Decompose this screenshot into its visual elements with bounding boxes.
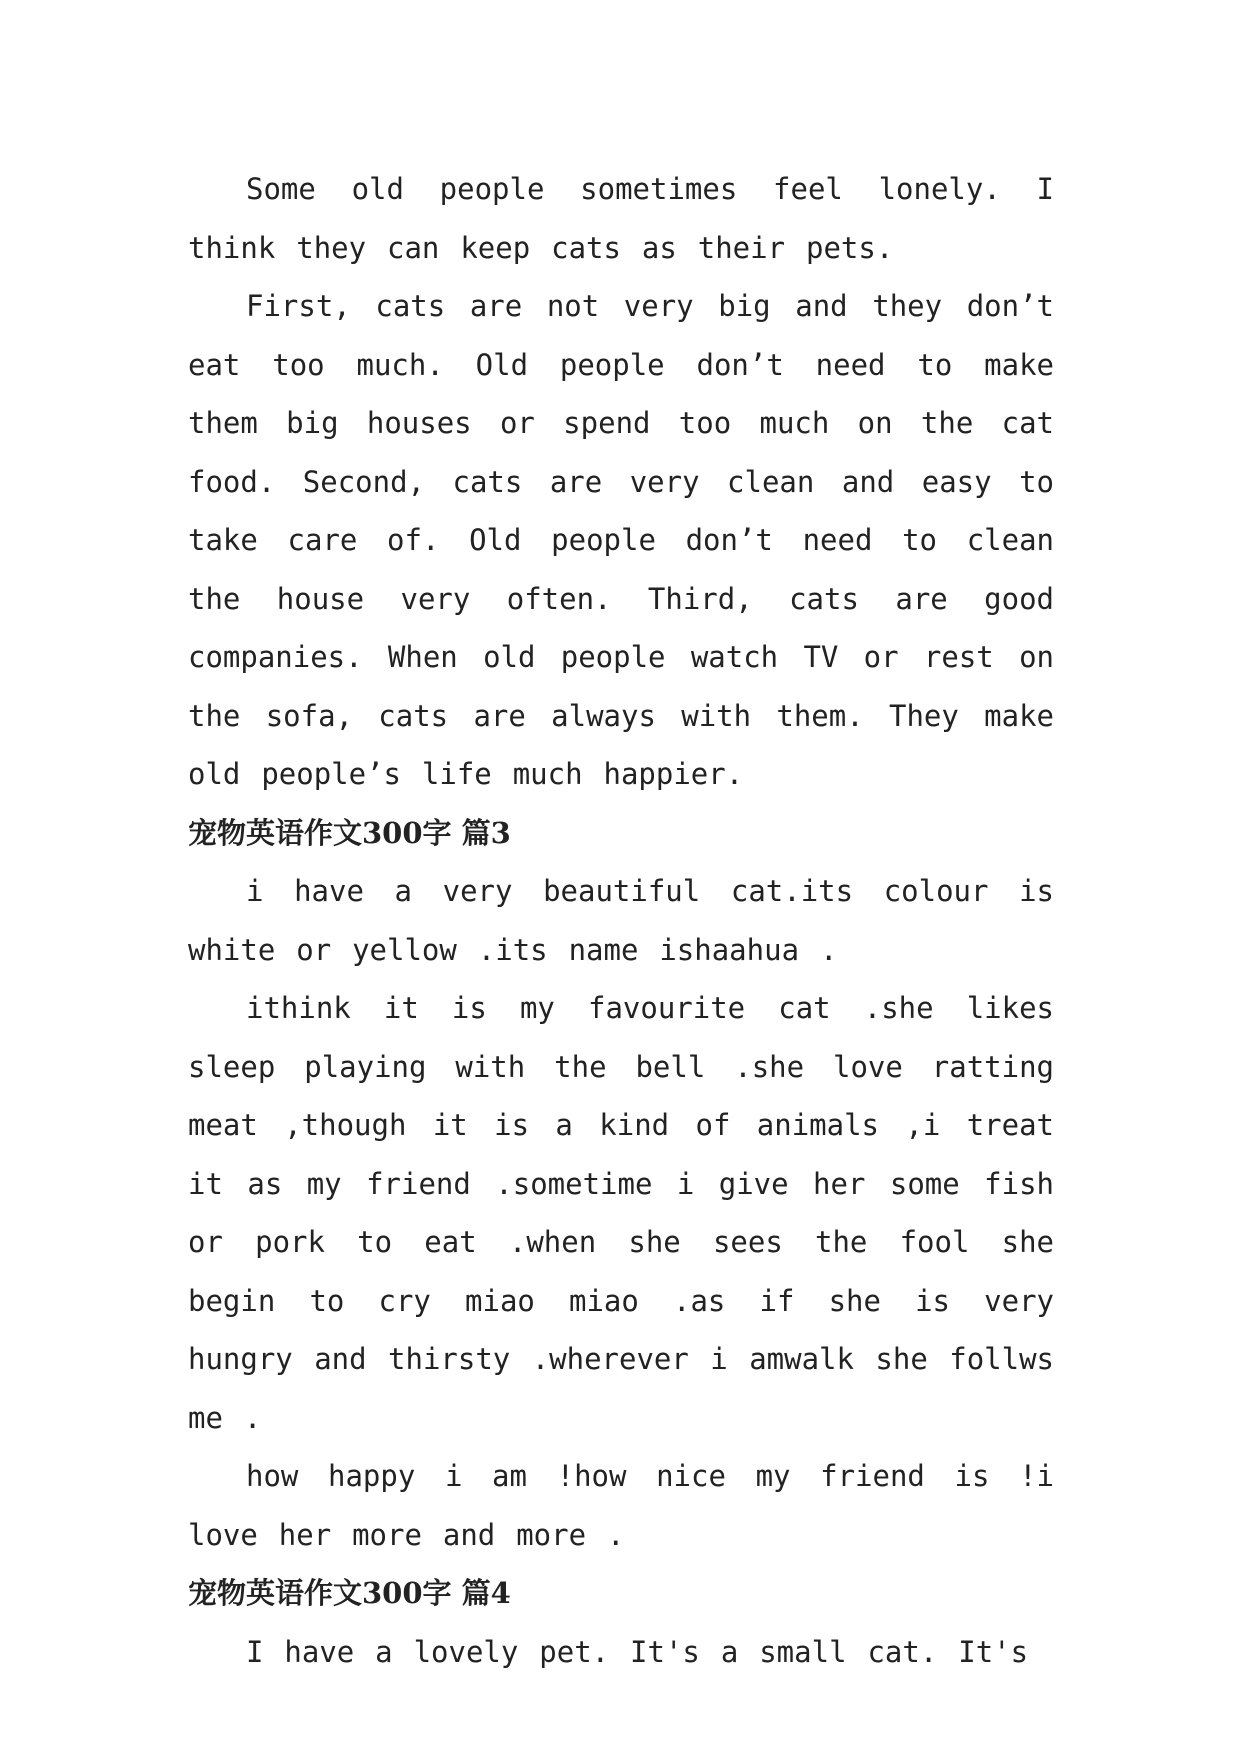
paragraph: ithink it is my favourite cat .she likes sleep playing with the bell .she love ratting meat ,though it is a kind of animals ,i treat it as my friend .sometime i give her some fish or pork to eat .when she sees the fool she begin to cry miao miao .as if she is very hungry and thirsty .wherever i amwalk she follws me . <box>188 991 1054 1435</box>
paragraph: how happy i am !how nice my friend is !i love her more and more . <box>188 1459 1054 1552</box>
paragraph: Some old people sometimes feel lonely. I think they can keep cats as their pets. <box>188 172 1054 265</box>
document-page <box>188 160 1054 1681</box>
section-heading: 宠物英语作文300字 篇4 <box>188 1576 511 1610</box>
paragraph: First, cats are not very big and they don’t eat too much. Old people don’t need to make them big houses or spend too much on the cat food. Second, cats are very clean and easy to take care of. Old people don’t need to clean the house very often. Third, cats are good companies. When old people watch TV or rest on the sofa, cats are always with them. They make old people’s life much happier. <box>188 289 1054 791</box>
paragraph: I have a lovely pet. It's a small cat. It's <box>246 1634 1029 1669</box>
paragraph: i have a very beautiful cat.its colour is white or yellow .its name ishaahua . <box>188 874 1054 967</box>
section-heading: 宠物英语作文300字 篇3 <box>188 815 511 850</box>
